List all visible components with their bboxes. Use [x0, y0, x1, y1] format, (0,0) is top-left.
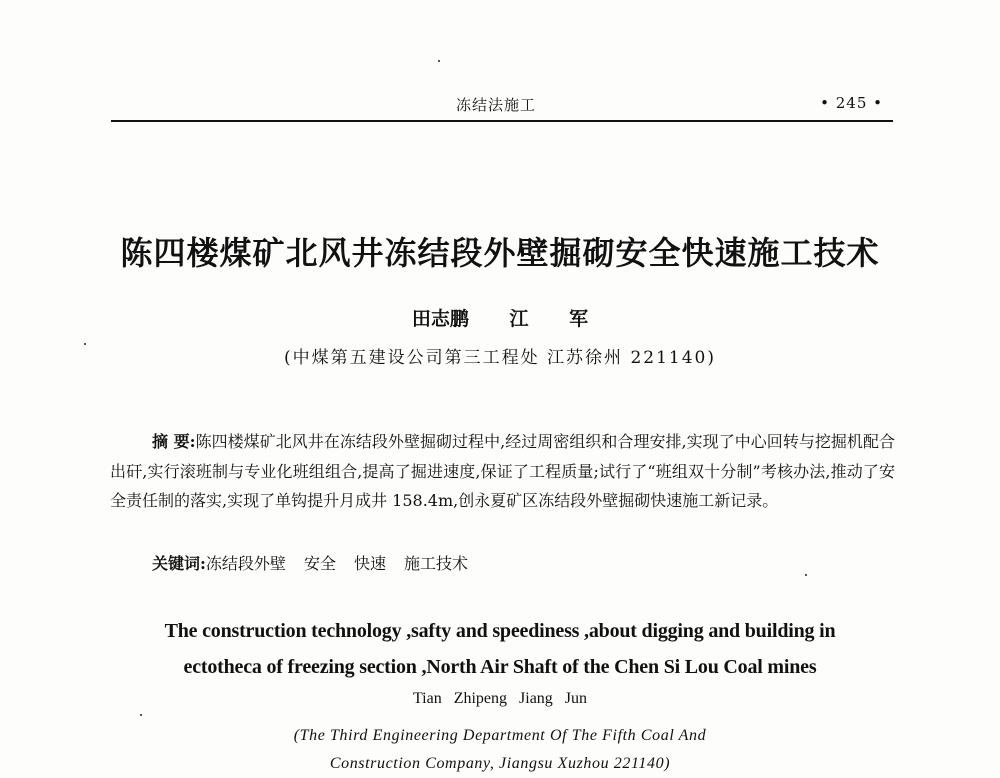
english-title-line: ectotheca of freezing section ,North Air Shaft of the Chen Si Lou Coal mines [183, 656, 817, 678]
author-affiliation: (中煤第五建设公司第三工程处 江苏徐州 221140) [284, 348, 716, 368]
english-affiliation [0, 722, 1000, 778]
abstract-text: 陈四楼煤矿北风井在冻结段外壁掘砌过程中,经过周密组织和合理安排,实现了中心回转与挖掘机配合出矸,实行滚班制与专业化班组组合,提高了掘进速度,保证了工程质量;试行了“班组双十分制”考核办法,推动了安全责任制的落实,实现了单钩提升月成井 158.4m,创永夏矿区冻结段外壁掘砌快速施工新记录。 [110, 432, 895, 510]
english-authors: Tian Zhipeng Jiang Jun [412, 690, 588, 707]
paper-title: 陈四楼煤矿北风井冻结段外壁掘砌安全快速施工技术 [120, 234, 880, 272]
keywords-line [152, 551, 892, 574]
english-affiliation-line: (The Third Engineering Department Of The Fifth Coal And [293, 727, 707, 744]
scan-speck [84, 343, 86, 345]
english-title-line: The construction technology ,safty and speediness ,about digging and building in [164, 620, 836, 642]
page-number: • 245 • [820, 94, 883, 112]
keyword-item: 安全 [303, 554, 336, 573]
keyword-item: 冻结段外壁 [205, 554, 286, 573]
journal-section-title: 冻结法施工 [456, 96, 537, 114]
scan-speck [805, 574, 807, 576]
english-affiliation-line: Construction Company, Jiangsu Xuzhou 221140) [329, 755, 671, 772]
running-header [111, 90, 893, 122]
english-title [0, 613, 1000, 685]
abstract-paragraph [110, 427, 895, 516]
keyword-item: 施工技术 [403, 554, 468, 573]
paper-authors: 田志鹏 江 军 [411, 308, 589, 330]
keywords-label: 关键词: [152, 554, 206, 573]
abstract-label: 摘 要: [152, 432, 196, 451]
abstract-block [110, 427, 895, 516]
scan-speck [140, 714, 142, 716]
keyword-item: 快速 [353, 554, 386, 573]
scan-speck [438, 60, 440, 62]
